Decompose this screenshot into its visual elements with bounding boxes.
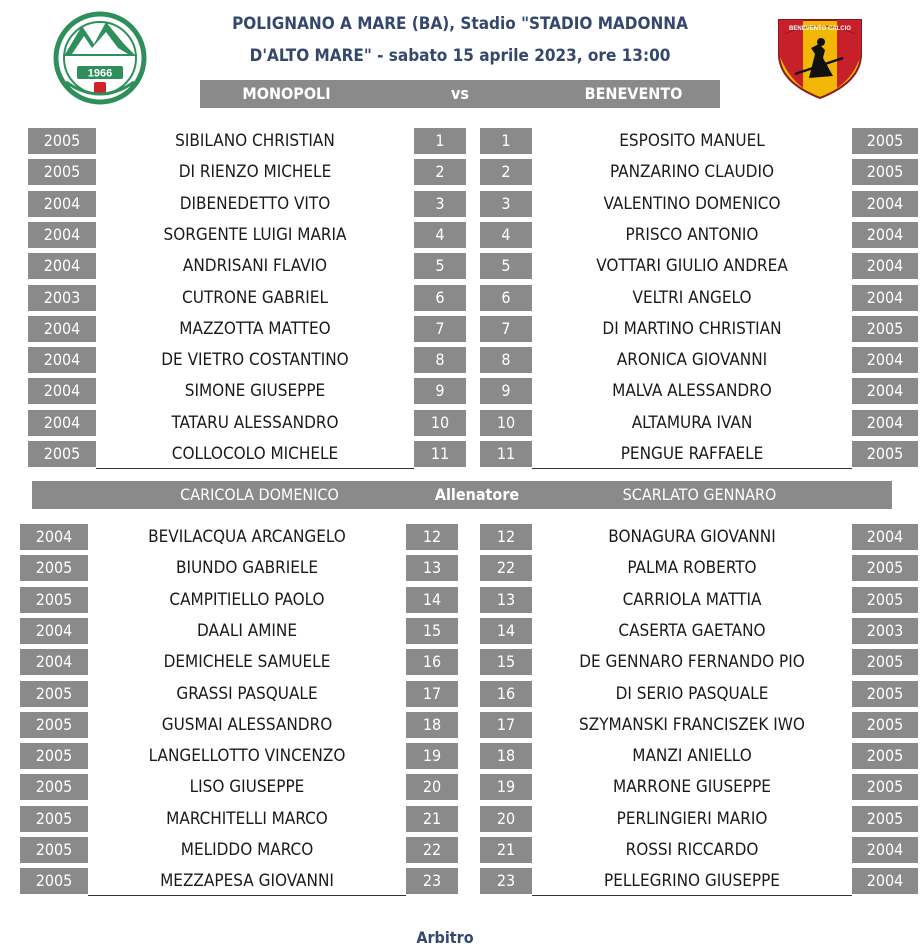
away-shirt-number: 4 (480, 222, 532, 248)
away-birth-year: 2003 (852, 618, 918, 644)
away-birth-year: 2004 (852, 347, 918, 373)
home-birth-year: 2005 (20, 806, 88, 832)
home-shirt-number: 3 (414, 191, 466, 217)
home-player-name: GUSMAI ALESSANDRO (161, 714, 333, 735)
away-team-logo (775, 14, 865, 100)
home-shirt-number: 13 (406, 555, 458, 581)
away-player-name: CASERTA GAETANO (618, 620, 766, 641)
away-birth-year: 2005 (852, 441, 918, 467)
home-birth-year: 2004 (28, 222, 96, 248)
away-shirt-number: 18 (480, 743, 532, 769)
home-player-name: SIMONE GIUSEPPE (184, 381, 326, 402)
home-player-name: COLLOCOLO MICHELE (171, 444, 339, 464)
away-team-name: BENEVENTO (584, 84, 683, 103)
home-player-name: MAZZOTTA MATTEO (179, 318, 331, 339)
away-shirt-number: 12 (480, 524, 532, 550)
match-venue-line: POLIGNANO A MARE (BA), Stadio "STADIO MADONNA (232, 14, 688, 34)
home-shirt-number: 18 (406, 712, 458, 738)
away-shirt-number: 21 (480, 837, 532, 863)
home-player-name: DAALI AMINE (196, 620, 298, 641)
away-birth-year: 2004 (852, 868, 918, 894)
home-shirt-number: 16 (406, 649, 458, 675)
home-team-name: MONOPOLI (242, 84, 331, 103)
home-birth-year: 2004 (28, 191, 96, 217)
home-shirt-number: 17 (406, 681, 458, 707)
home-team-logo (50, 10, 150, 106)
home-player-name: ANDRISANI FLAVIO (182, 256, 328, 277)
home-shirt-number: 14 (406, 587, 458, 613)
away-player-name: VELTRI ANGELO (632, 287, 752, 308)
away-player-name: MALVA ALESSANDRO (612, 381, 772, 402)
away-birth-year: 2005 (852, 159, 918, 185)
away-player-name: DE GENNARO FERNANDO PIO (579, 652, 805, 673)
away-birth-year: 2005 (852, 743, 918, 769)
home-logo-year: 1966 (87, 67, 113, 80)
away-player-name: PALMA ROBERTO (627, 558, 757, 579)
home-shirt-number: 7 (414, 316, 466, 342)
home-shirt-number: 15 (406, 618, 458, 644)
away-birth-year: 2004 (852, 285, 918, 311)
home-player-name: DEMICHELE SAMUELE (163, 652, 331, 673)
home-player-name: DE VIETRO COSTANTINO (161, 350, 349, 371)
away-shirt-number: 16 (480, 681, 532, 707)
home-player-name: BIUNDO GABRIELE (175, 558, 319, 579)
away-player-name: PENGUE RAFFAELE (620, 444, 764, 464)
home-player-name: DIBENEDETTO VITO (179, 193, 331, 214)
home-birth-year: 2003 (28, 285, 96, 311)
home-shirt-number: 11 (414, 441, 466, 467)
home-birth-year: 2004 (28, 316, 96, 342)
away-shirt-number: 9 (480, 378, 532, 404)
away-birth-year: 2004 (852, 191, 918, 217)
home-birth-year: 2005 (20, 681, 88, 707)
home-player-name: CAMPITIELLO PAOLO (169, 589, 325, 610)
away-birth-year: 2005 (852, 681, 918, 707)
away-player-name: SZYMANSKI FRANCISZEK IWO (579, 714, 805, 735)
coach-label: Allenatore (434, 485, 520, 504)
away-birth-year: 2005 (852, 555, 918, 581)
home-birth-year: 2005 (20, 837, 88, 863)
away-birth-year: 2005 (852, 128, 918, 154)
home-shirt-number: 10 (414, 410, 466, 436)
away-player-name: MANZI ANIELLO (632, 746, 752, 767)
table-divider (532, 895, 852, 896)
away-coach: SCARLATO GENNARO (622, 485, 777, 504)
away-shirt-number: 22 (480, 555, 532, 581)
home-birth-year: 2004 (20, 524, 88, 550)
home-player-name: DI RIENZO MICHELE (178, 162, 332, 183)
home-player-name: BEVILACQUA ARCANGELO (148, 527, 346, 547)
home-player-name: LANGELLOTTO VINCENZO (148, 746, 346, 767)
away-player-name: DI MARTINO CHRISTIAN (602, 318, 782, 339)
home-player-name: MELIDDO MARCO (180, 840, 314, 860)
away-shirt-number: 17 (480, 712, 532, 738)
home-birth-year: 2004 (28, 253, 96, 279)
home-birth-year: 2005 (20, 712, 88, 738)
home-birth-year: 2005 (20, 587, 88, 613)
away-player-name: ALTAMURA IVAN (631, 412, 753, 433)
home-player-name: MARCHITELLI MARCO (166, 808, 328, 829)
away-player-name: BONAGURA GIOVANNI (608, 527, 776, 547)
home-birth-year: 2005 (28, 128, 96, 154)
table-divider (88, 895, 406, 896)
home-player-name: LISO GIUSEPPE (189, 777, 305, 798)
away-player-name: VOTTARI GIULIO ANDREA (596, 256, 788, 277)
home-shirt-number: 9 (414, 378, 466, 404)
away-birth-year: 2004 (852, 222, 918, 248)
home-birth-year: 2004 (28, 378, 96, 404)
home-player-name: MEZZAPESA GIOVANNI (160, 871, 334, 892)
away-player-name: CARRIOLA MATTIA (622, 589, 762, 610)
home-player-name: GRASSI PASQUALE (176, 683, 318, 704)
match-date-line: D'ALTO MARE" - sabato 15 aprile 2023, ore 13:00 (249, 46, 671, 66)
away-birth-year: 2005 (852, 649, 918, 675)
home-shirt-number: 5 (414, 253, 466, 279)
home-birth-year: 2005 (20, 868, 88, 894)
home-birth-year: 2004 (20, 649, 88, 675)
away-birth-year: 2004 (852, 410, 918, 436)
away-shirt-number: 23 (480, 868, 532, 894)
home-shirt-number: 12 (406, 524, 458, 550)
away-shirt-number: 14 (480, 618, 532, 644)
away-birth-year: 2005 (852, 316, 918, 342)
table-divider (532, 468, 852, 469)
away-shirt-number: 15 (480, 649, 532, 675)
vs-label: vs (451, 84, 469, 103)
home-shirt-number: 22 (406, 837, 458, 863)
home-birth-year: 2005 (20, 774, 88, 800)
home-shirt-number: 20 (406, 774, 458, 800)
away-player-name: ROSSI RICCARDO (625, 840, 759, 860)
away-shirt-number: 5 (480, 253, 532, 279)
table-divider (96, 468, 414, 469)
away-player-name: ESPOSITO MANUEL (619, 131, 765, 151)
home-shirt-number: 6 (414, 285, 466, 311)
away-birth-year: 2005 (852, 712, 918, 738)
away-player-name: PELLEGRINO GIUSEPPE (604, 871, 780, 892)
home-birth-year: 2004 (28, 410, 96, 436)
home-birth-year: 2004 (28, 347, 96, 373)
away-player-name: PRISCO ANTONIO (625, 224, 759, 245)
away-player-name: PERLINGIERI MARIO (616, 808, 768, 829)
home-player-name: CUTRONE GABRIEL (182, 287, 328, 308)
home-shirt-number: 1 (414, 128, 466, 154)
away-shirt-number: 1 (480, 128, 532, 154)
away-shirt-number: 10 (480, 410, 532, 436)
away-shirt-number: 2 (480, 159, 532, 185)
away-birth-year: 2004 (852, 378, 918, 404)
away-shirt-number: 8 (480, 347, 532, 373)
away-shirt-number: 19 (480, 774, 532, 800)
home-birth-year: 2005 (20, 555, 88, 581)
away-shirt-number: 3 (480, 191, 532, 217)
away-player-name: ARONICA GIOVANNI (616, 350, 768, 371)
home-player-name: SORGENTE LUIGI MARIA (163, 224, 347, 245)
away-birth-year: 2004 (852, 524, 918, 550)
away-birth-year: 2005 (852, 806, 918, 832)
home-shirt-number: 4 (414, 222, 466, 248)
home-coach: CARICOLA DOMENICO (180, 485, 339, 504)
away-birth-year: 2004 (852, 253, 918, 279)
away-shirt-number: 13 (480, 587, 532, 613)
home-player-name: SIBILANO CHRISTIAN (175, 131, 335, 151)
home-birth-year: 2005 (28, 159, 96, 185)
away-shirt-number: 11 (480, 441, 532, 467)
home-birth-year: 2005 (28, 441, 96, 467)
home-shirt-number: 23 (406, 868, 458, 894)
coaches-bar (32, 481, 892, 509)
away-birth-year: 2005 (852, 587, 918, 613)
teams-bar (200, 80, 720, 108)
away-logo-text: BENEVENTO CALCIO (789, 26, 851, 32)
home-player-name: TATARU ALESSANDRO (171, 412, 339, 433)
away-shirt-number: 6 (480, 285, 532, 311)
home-shirt-number: 19 (406, 743, 458, 769)
home-shirt-number: 21 (406, 806, 458, 832)
home-birth-year: 2005 (20, 743, 88, 769)
away-player-name: MARRONE GIUSEPPE (613, 777, 771, 798)
away-birth-year: 2004 (852, 837, 918, 863)
home-shirt-number: 2 (414, 159, 466, 185)
away-player-name: PANZARINO CLAUDIO (610, 162, 774, 183)
home-shirt-number: 8 (414, 347, 466, 373)
away-shirt-number: 20 (480, 806, 532, 832)
away-shirt-number: 7 (480, 316, 532, 342)
away-player-name: DI SERIO PASQUALE (615, 683, 769, 704)
referee-label: Arbitro (416, 928, 474, 947)
home-birth-year: 2004 (20, 618, 88, 644)
away-birth-year: 2005 (852, 774, 918, 800)
away-player-name: VALENTINO DOMENICO (603, 193, 781, 214)
